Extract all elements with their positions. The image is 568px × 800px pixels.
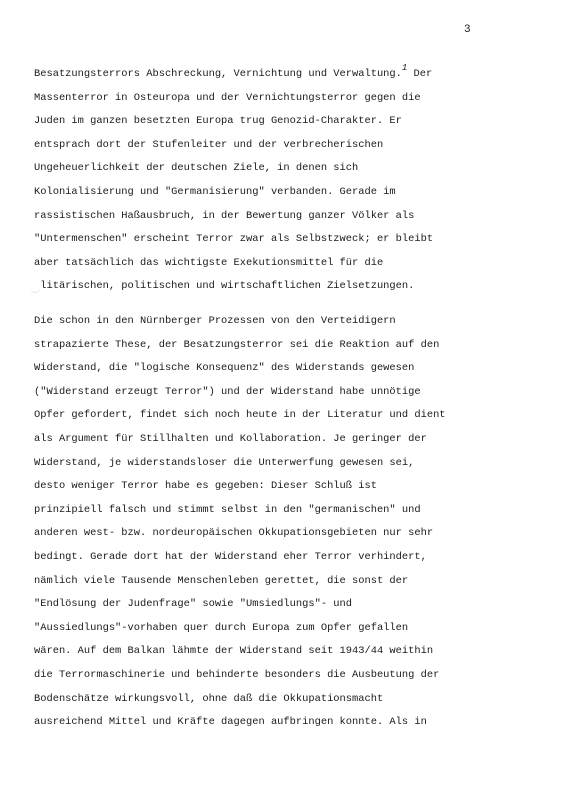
text-line: nämlich viele Tausende Menschenleben gerettet, die sonst der [34, 574, 409, 587]
text-line: "Endlösung der Judenfrage" sowie "Umsiedlungs"- und [34, 598, 353, 611]
text-line: entsprach dort der Stufenleiter und der verbrecherischen [34, 138, 384, 151]
text-line: Massenterror in Osteuropa und der Vernichtungsterror gegen die [34, 91, 421, 104]
paragraph-2 [34, 310, 554, 735]
text-line: aber tatsächlich das wichtigste Exekutionsmittel für die [34, 256, 384, 269]
text-line: strapazierte These, der Besatzungsterror sei die Reaktion auf den [34, 338, 440, 351]
text-line: rassistischen Haßausbruch, in der Bewertung ganzer Völker als [34, 209, 415, 222]
text-line: Juden im ganzen besetzten Europa trug Genozid-Charakter. Er [34, 115, 402, 128]
text-line: "Aussiedlungs"-vorhaben quer durch Europa zum Opfer gefallen [34, 621, 409, 634]
footnote-marker: 1 [401, 63, 408, 73]
text-line: Bodenschätze wirkungsvoll, ohne daß die Okkupationsmacht [34, 692, 384, 705]
text-line: die Terrormaschinerie und behinderte besonders die Ausbeutung der [34, 668, 440, 681]
text-line: desto weniger Terror habe es gegeben: Dieser Schluß ist [34, 480, 377, 493]
text-line: litärischen, politischen und wirtschaftlichen Zielsetzungen. [34, 280, 415, 293]
text-line: ("Widerstand erzeugt Terror") und der Widerstand habe unnötige [34, 385, 421, 398]
text-line [34, 63, 554, 87]
text-line: prinzipiell falsch und stimmt selbst in den "germanischen" und [34, 503, 421, 516]
text-line: Opfer gefordert, findet sich noch heute in der Literatur und dient [34, 409, 446, 422]
page-number: 3 [464, 24, 471, 36]
text-line-content: Besatzungsterrors Abschreckung, Vernichtung und Verwaltung. [34, 68, 402, 80]
text-line: als Argument für Stillhalten und Kollaboration. Je geringer der [34, 432, 427, 445]
text-line: Die schon in den Nürnberger Prozessen von den Verteidigern [34, 315, 396, 327]
text-line: "Untermenschen" erscheint Terror zwar als Selbstzweck; er bleibt [34, 233, 434, 246]
text-line: Widerstand, je widerstandsloser die Unterwerfung gewesen sei, [34, 456, 415, 469]
text-line: wären. Auf dem Balkan lähmte der Widerstand seit 1943/44 weithin [34, 645, 434, 658]
text-line: Widerstand, die "logische Konsequenz" des Widerstands gewesen [34, 362, 415, 375]
text-line: Kolonialisierung und "Germanisierung" verbanden. Gerade im [34, 185, 396, 198]
paragraph-1 [34, 63, 554, 299]
text-line: anderen west- bzw. nordeuropäischen Okkupationsgebieten nur sehr [34, 527, 434, 540]
text-line: Ungeheuerlichkeit der deutschen Ziele, in denen sich [34, 162, 359, 175]
text-line: ausreichend Mittel und Kräfte dagegen aufbringen konnte. Als in [34, 716, 427, 729]
text-line-tail: Der [407, 68, 433, 80]
text-line: bedingt. Gerade dort hat der Widerstand eher Terror verhindert, [34, 550, 427, 563]
